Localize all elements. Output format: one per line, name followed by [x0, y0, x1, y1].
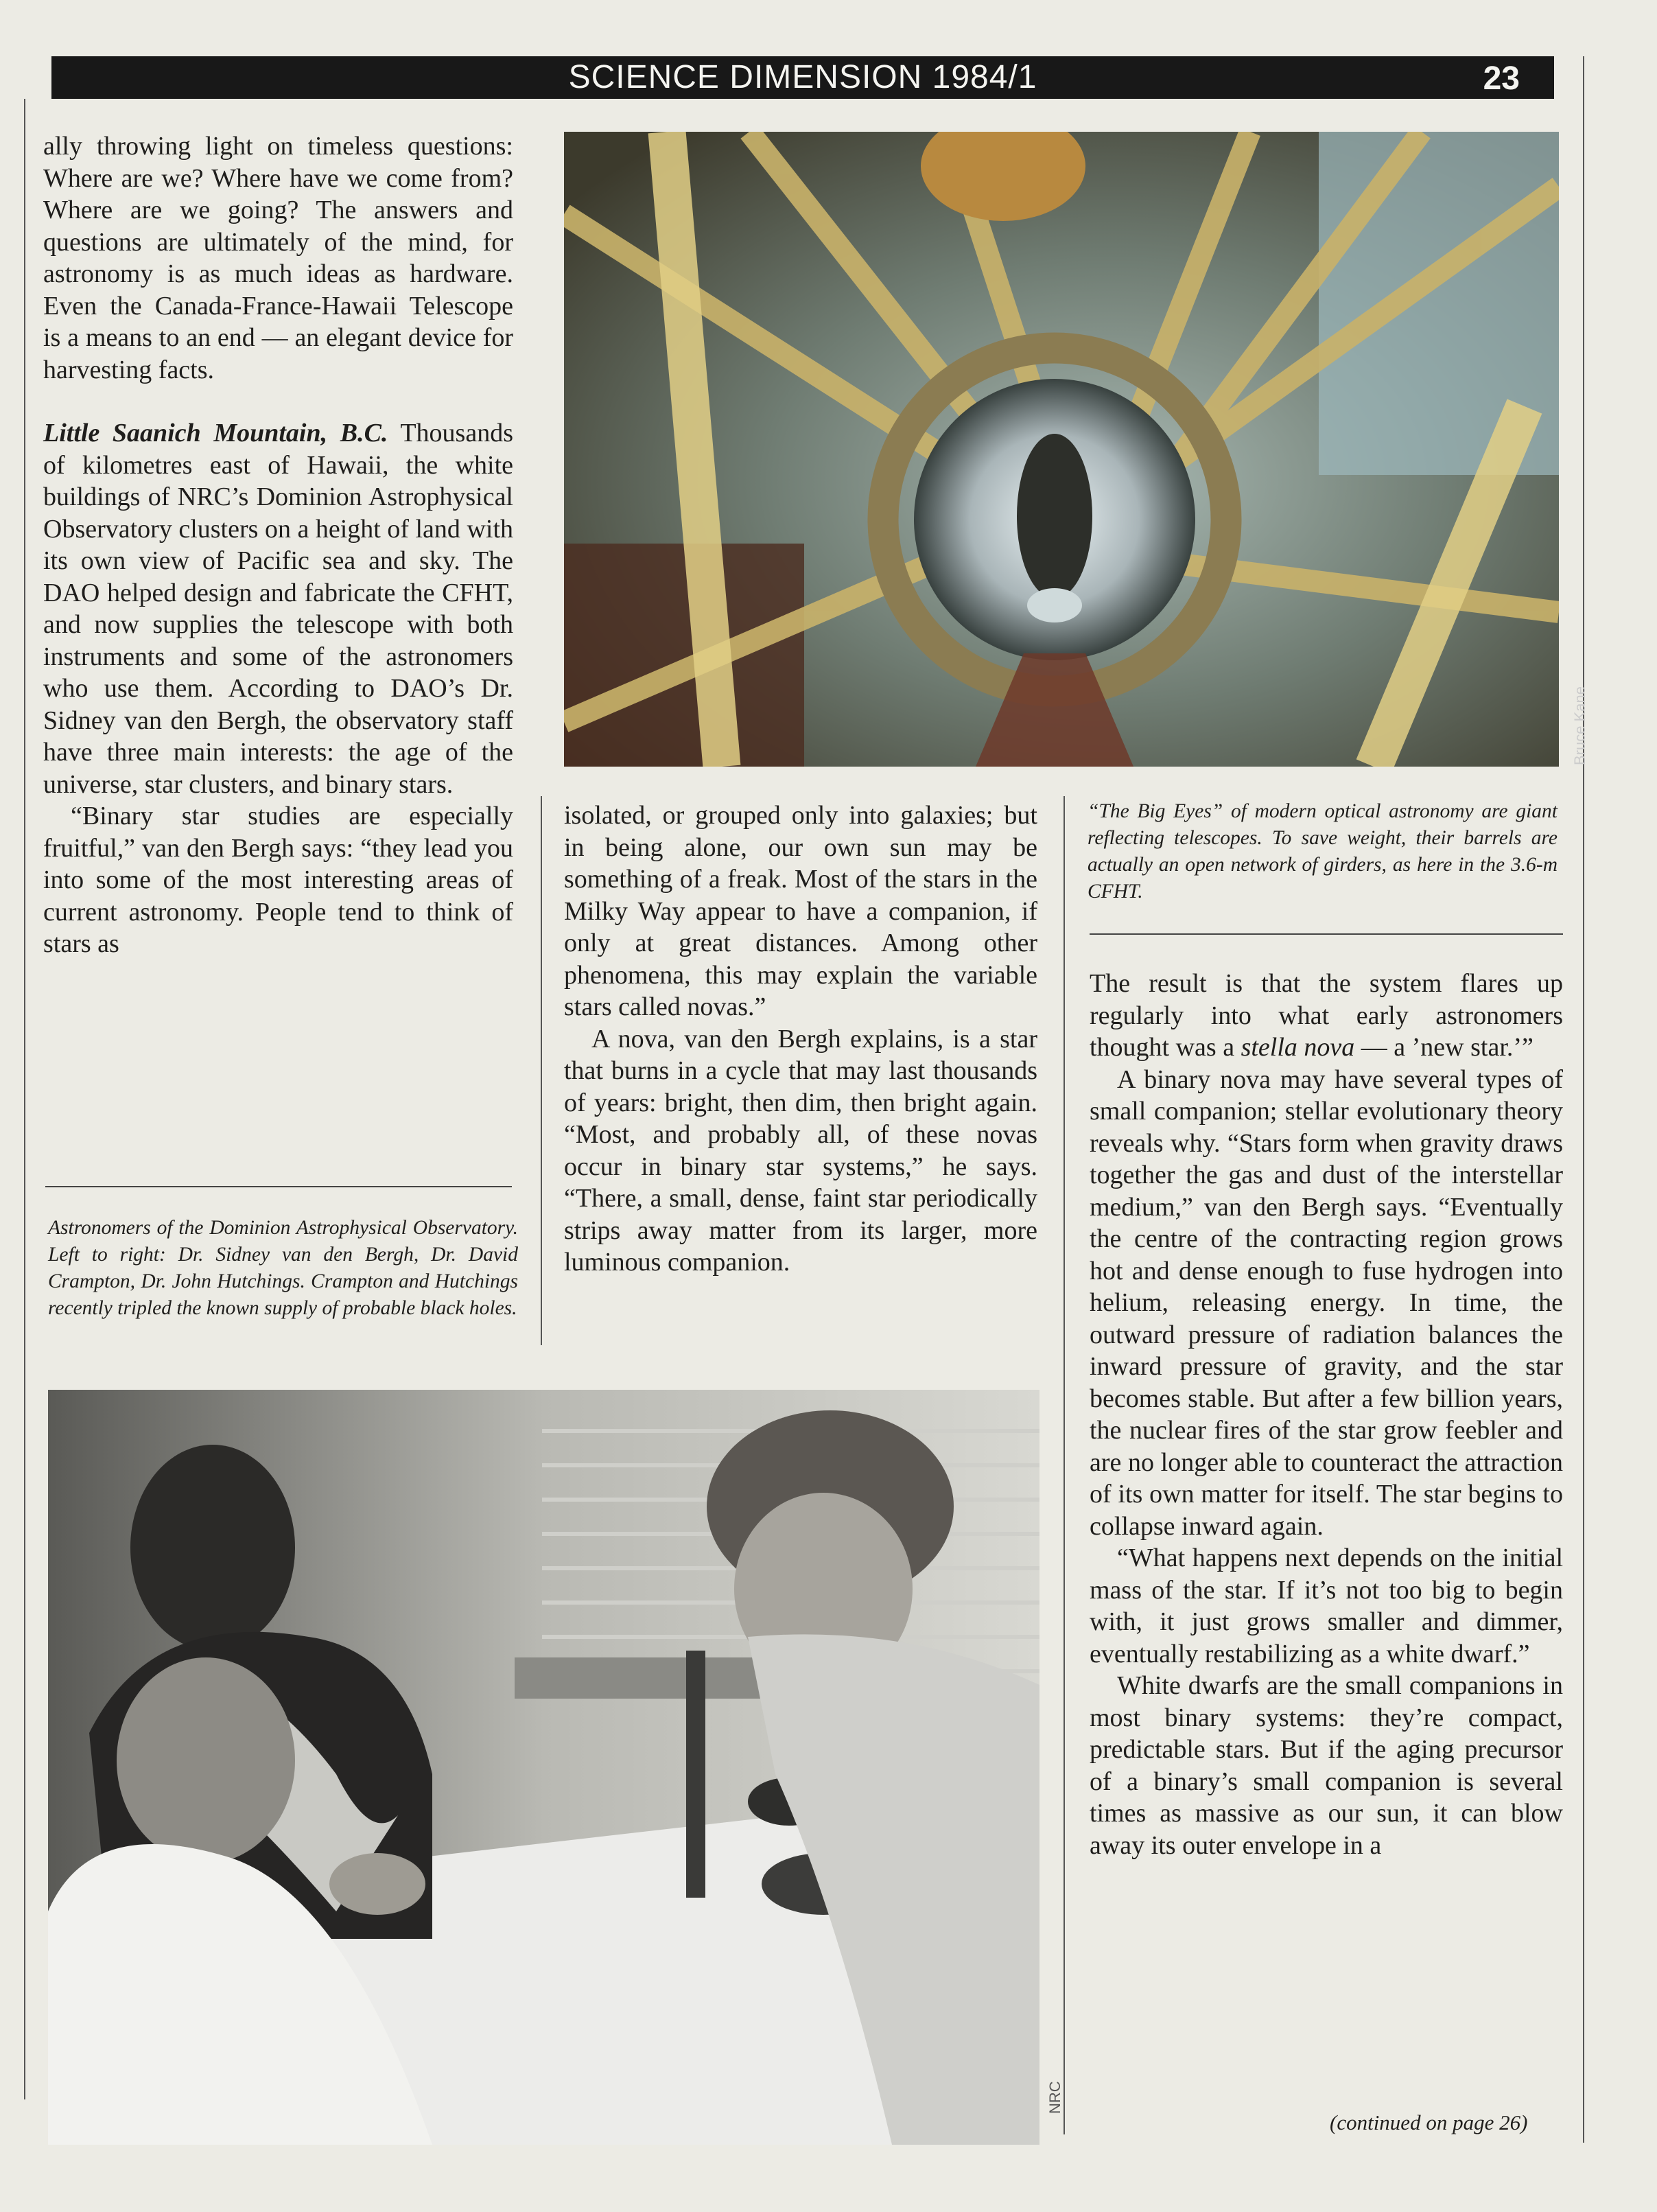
caption-rule [45, 1186, 512, 1187]
telescope-caption: “The Big Eyes” of modern optical astronomy are giant reflecting telescopes. To save weight, their barrels are actually an open network of girders, as here in the 3.6-m CFHT. [1088, 800, 1558, 903]
paragraph: White dwarfs are the small companions in most binary systems: they’re compact, predictable stars. But if the aging precursor of a binary’s small companion is several times as massive as our sun, it can blow away its outer envelope in a [1090, 1671, 1563, 1860]
paragraph [43, 417, 513, 800]
astronomers-caption: Astronomers of the Dominion Astrophysical Observatory. Left to right: Dr. Sidney van den Bergh, Dr. David Crampton, Dr. John Hutchings. Crampton and Hutchings recently tripled the known supply of probable black holes. [48, 1217, 518, 1319]
magazine-title: SCIENCE DIMENSION 1984/1 [568, 59, 1037, 95]
paragraph-text: The result is that the system flares up regularly into what early astronomers thought was a [1090, 969, 1563, 1062]
article-column-1 [43, 130, 513, 960]
column-rule-left [24, 99, 25, 2099]
paragraph: “Binary star studies are especially fruitful,” van den Bergh says: “they lead you into some of the most interesting areas of current astronomy. People tend to think of stars as [43, 802, 513, 958]
article-column-3 [1090, 968, 1563, 1861]
running-header [51, 56, 1554, 99]
paragraph: ally throwing light on timeless questions: Where are we? Where have we come from? Where are we going? The answers and questions are ultimately of the mind, for astronomy is as much ideas as hardware. Even the Canada-France-Hawaii Telescope is a means to an end — an elegant device for harvesting facts. [43, 132, 513, 384]
paragraph-text: — a ’new star.’” [1354, 1033, 1533, 1062]
italic-term: stella nova [1241, 1033, 1355, 1062]
paragraph: A binary nova may have several types of small companion; stellar evolutionary theory reveals why. “Stars form when gravity draws together the gas and dust of the interstellar medium,” van den Bergh says. “Eventually the centre of the contracting region grows hot and dense enough to fuse hydrogen into helium, releasing energy. In time, the outward pressure of radiation balances the inward pressure of gravity, and the star becomes stable. But after a few billion years, the nuclear fires of the star grow feebler and are no longer able to counteract the attraction of its own matter for itself. The star begins to collapse inward again. [1090, 1064, 1563, 1541]
paragraph: isolated, or grouped only into galaxies; but in being alone, our own sun may be something of a freak. Most of the stars in the Milky Way appear to have a companion, if only at great distances. Among other phenomena, this may explain the variable stars called novas.” [564, 801, 1037, 1021]
paragraph-text: Thousands of kilometres east of Hawaii, the white buildings of NRC’s Dominion Astrophysical Observatory clusters on a height of land with its own view of Pacific sea and sky. The DAO helped design and fabricate the CFHT, and now supplies the telescope with both instruments and some of the astronomers who use them. According to DAO’s Dr. Sidney van den Bergh, the observatory staff have three main interests: the age of the universe, star clusters, and binary stars. [43, 419, 513, 799]
place-heading: Little Saanich Mountain, B.C. [43, 419, 388, 447]
column-rule-right [1583, 56, 1584, 2143]
page-number: 23 [1483, 60, 1520, 97]
photo-credit-bruce-kane: Bruce Kane [1571, 686, 1588, 765]
telescope-photo-graphic [564, 132, 1559, 767]
astronomers-photo-graphic [48, 1390, 1039, 2145]
paragraph: “What happens next depends on the initial mass of the star. If it’s not too big to begin with, it just grows smaller and dimmer, eventually restabilizing as a white dwarf.” [1090, 1544, 1563, 1668]
column-rule-3-4 [1063, 796, 1065, 2134]
astronomers-photo [48, 1390, 1039, 2145]
paragraph [1090, 968, 1563, 1064]
column-rule-2-3 [541, 796, 542, 1345]
continued-note: (continued on page 26) [1330, 2110, 1528, 2134]
caption-rule [1090, 933, 1563, 935]
telescope-photo [564, 132, 1559, 767]
paragraph: A nova, van den Bergh explains, is a star that burns in a cycle that may last thousands of years: bright, then dim, then bright again. “Most, and probably all, of these novas occur in binary star systems,” he says. “There, a small, dense, faint star periodically strips away matter from its larger, more luminous companion. [564, 1024, 1037, 1277]
photo-credit-nrc: NRC [1046, 2081, 1063, 2114]
article-column-2 [564, 800, 1037, 1279]
